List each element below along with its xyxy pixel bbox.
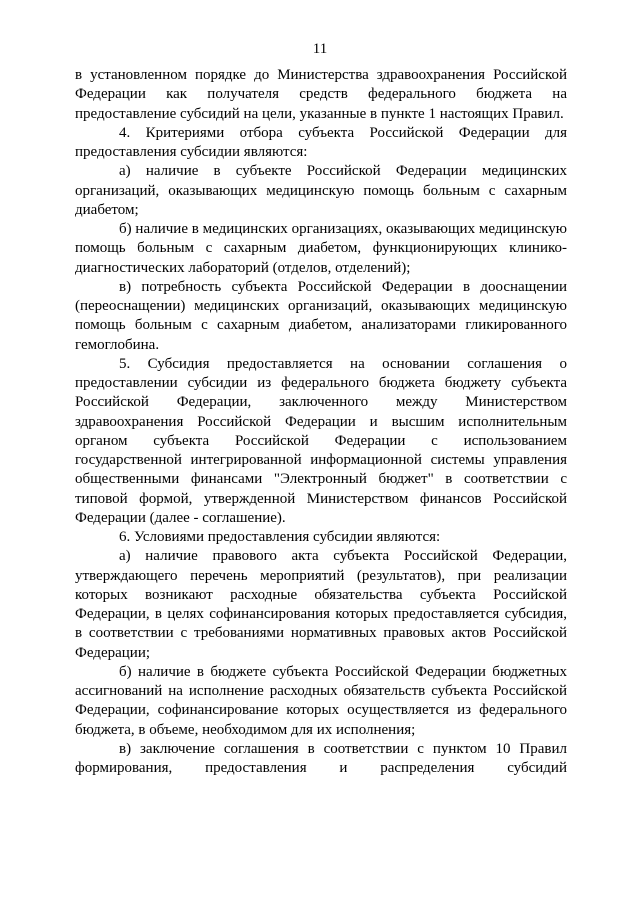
paragraph-item-6a: а) наличие правового акта субъекта Российской Федерации, утверждающего перечень мероприятий (результатов), при реализации которых возникают расходные обязательства субъекта Российской Федерации, в целях софинансирования которых предоставляется субсидия, в соответствии с требованиями нормативных правовых актов Российской Федерации;: [75, 548, 567, 661]
paragraph-item-4b: б) наличие в медицинских организациях, оказывающих медицинскую помощь больным с сахарным диабетом, функционирующих клинико-диагностических лабораторий (отделов, отделений);: [75, 221, 567, 276]
paragraph-continuation: в установленном порядке до Министерства здравоохранения Российской Федерации как получателя средств федерального бюджета на предоставление субсидий на цели, указанные в пункте 1 настоящих Правил.: [75, 67, 567, 122]
page-number: 11: [312, 41, 328, 57]
paragraph-item-6: 6. Условиями предоставления субсидии являются:: [119, 529, 441, 545]
paragraph-item-6b: б) наличие в бюджете субъекта Российской Федерации бюджетных ассигнований на исполнение расходных обязательств субъекта Российской Федерации, софинансирование которых осуществляется из федерального бюджета, в объеме, необходимом для их исполнения;: [75, 663, 567, 738]
paragraph-item-4: 4. Критериями отбора субъекта Российской Федерации для предоставления субсидии являются:: [75, 124, 567, 160]
paragraph-item-5: 5. Субсидия предоставляется на основании соглашения о предоставлении субсидии из федерального бюджета бюджету субъекта Российской Федерации, заключенного между Министерством здравоохранения Российской Федерации и высшим исполнительным органом субъекта Российской Федерации с использованием государственной интегрированной информационной системы управления общественными финансами "Электронный бюджет" в соответствии с типовой формой, утвержденной Министерством финансов Российской Федерации (далее - соглашение).: [75, 355, 567, 526]
document-body: [75, 66, 567, 778]
paragraph-item-4a: а) наличие в субъекте Российской Федерации медицинских организаций, оказывающих медицинскую помощь больным с сахарным диабетом;: [75, 163, 567, 218]
paragraph-item-6v: в) заключение соглашения в соответствии с пунктом 10 Правил формирования, предоставления и распределения субсидий: [75, 740, 567, 776]
paragraph-item-4v: в) потребность субъекта Российской Федерации в дооснащении (переоснащении) медицинских организаций, оказывающих медицинскую помощь больным с сахарным диабетом, анализаторами гликированного гемоглобина.: [75, 278, 567, 353]
